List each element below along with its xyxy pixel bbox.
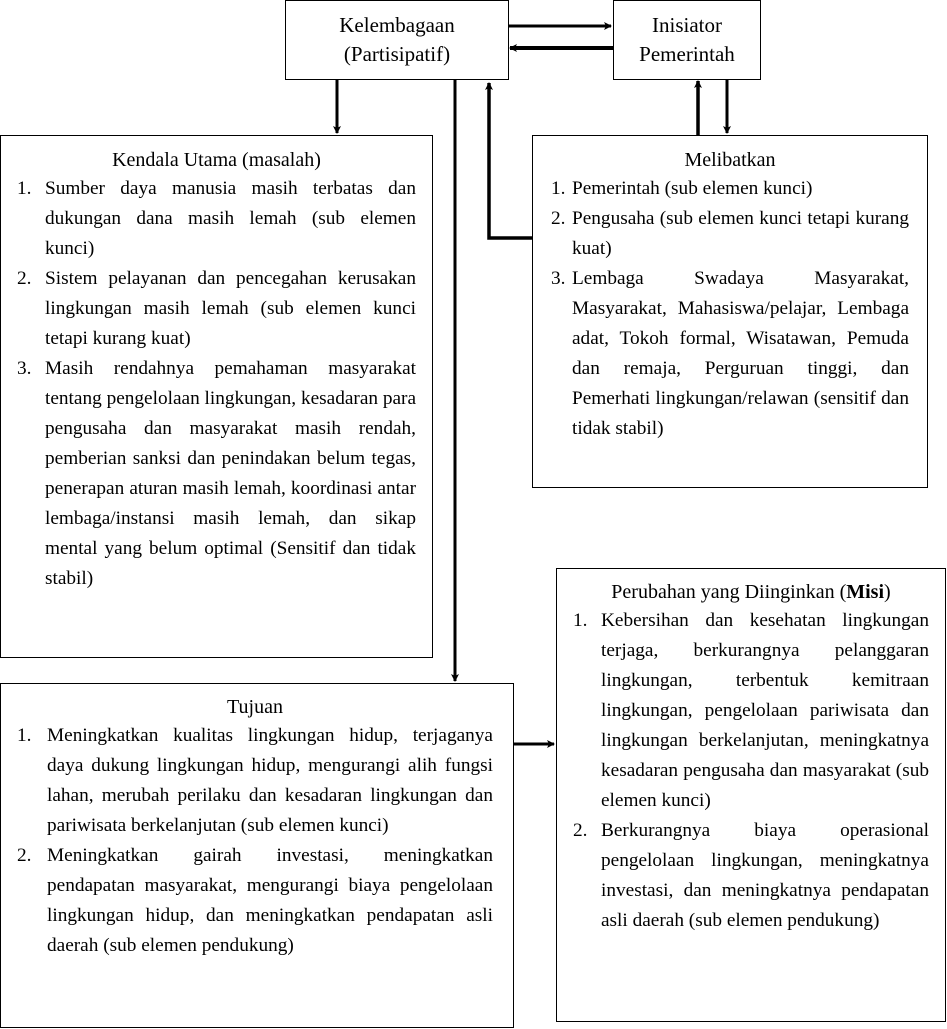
item-number: 1. bbox=[17, 178, 32, 199]
node-melibatkan bbox=[532, 135, 928, 488]
item-number: 2. bbox=[573, 820, 588, 841]
node-melibatkan-list bbox=[551, 174, 909, 444]
item-number: 2. bbox=[17, 845, 32, 866]
item-text: Pemerintah (sub elemen kunci) bbox=[572, 178, 813, 199]
title-suffix: ) bbox=[884, 581, 891, 603]
item-number: 3. bbox=[551, 268, 566, 289]
node-inisiator-line2: Pemerintah bbox=[639, 42, 735, 66]
item-number: 1. bbox=[17, 725, 32, 746]
list-item bbox=[17, 354, 416, 594]
list-item bbox=[17, 174, 416, 264]
node-kendala bbox=[0, 135, 433, 658]
list-item bbox=[551, 264, 909, 444]
node-kendala-list bbox=[17, 174, 416, 594]
item-number: 3. bbox=[17, 358, 32, 379]
item-number: 1. bbox=[573, 610, 588, 631]
node-kelembagaan bbox=[285, 0, 509, 80]
node-inisiator-line1: Inisiator bbox=[652, 13, 722, 37]
item-text: Meningkatkan kualitas lingkungan hidup, terjaganya daya dukung lingkungan hidup, mengurangi alih fungsi lahan, merubah perilaku dan kesadaran lingkungan dan pariwisata berkelanjutan (sub elemen kunci) bbox=[47, 725, 493, 836]
item-text: Sumber daya manusia masih terbatas dan dukungan dana masih lemah (sub elemen kunci) bbox=[45, 178, 416, 259]
node-tujuan-title: Tujuan bbox=[227, 696, 283, 718]
title-bold: Misi bbox=[846, 581, 885, 603]
item-number: 1. bbox=[551, 178, 566, 199]
item-text: Meningkatkan gairah investasi, meningkatkan pendapatan masyarakat, mengurangi biaya pengelolaan lingkungan hidup, dan meningkatkan pendapatan asli daerah (sub elemen pendukung) bbox=[47, 845, 493, 956]
node-perubahan-list bbox=[573, 606, 929, 936]
item-text: Pengusaha (sub elemen kunci tetapi kurang kuat) bbox=[572, 208, 909, 259]
node-inisiator bbox=[613, 0, 761, 80]
node-tujuan bbox=[0, 683, 514, 1028]
item-text: Masih rendahnya pemahaman masyarakat tentang pengelolaan lingkungan, kesadaran para pengusaha dan masyarakat masih rendah, pemberian sanksi dan penindakan belum tegas, penerapan aturan masih lemah, koordinasi antar lembaga/instansi masih lemah, dan sikap mental yang belum optimal (Sensitif dan tidak stabil) bbox=[45, 358, 417, 589]
item-text: Sistem pelayanan dan pencegahan kerusakan lingkungan masih lemah (sub elemen kunci tetapi kurang kuat) bbox=[45, 268, 416, 349]
node-perubahan bbox=[556, 568, 946, 1022]
node-perubahan-title bbox=[573, 578, 929, 606]
node-kendala-title: Kendala Utama (masalah) bbox=[112, 149, 321, 171]
node-melibatkan-title: Melibatkan bbox=[684, 149, 776, 171]
item-text: Kebersihan dan kesehatan lingkungan terjaga, berkurangnya pelanggaran lingkungan, terbentuk kemitraan lingkungan, pengelolaan pariwisata dan lingkungan berkelanjutan, meningkatnya kesadaran pengusaha dan masyarakat (sub elemen kunci) bbox=[601, 610, 929, 811]
list-item bbox=[551, 174, 909, 204]
list-item bbox=[17, 841, 493, 961]
item-text: Lembaga Swadaya Masyarakat, Masyarakat, Mahasiswa/pelajar, Lembaga adat, Tokoh formal, Wisatawan, Pemuda dan remaja, Perguruan tinggi, dan Pemerhati lingkungan/relawan (sensitif dan tidak stabil) bbox=[572, 268, 909, 439]
item-text: Berkurangnya biaya operasional pengelolaan lingkungan, meningkatnya investasi, dan meningkatnya pendapatan asli daerah (sub elemen pendukung) bbox=[601, 820, 929, 931]
node-kelembagaan-line1: Kelembagaan bbox=[339, 13, 455, 37]
title-prefix: Perubahan yang Diinginkan ( bbox=[611, 581, 847, 603]
list-item bbox=[573, 606, 929, 816]
item-number: 2. bbox=[17, 268, 32, 289]
item-number: 2. bbox=[551, 208, 566, 229]
list-item bbox=[551, 204, 909, 264]
arrow-melibatkan-to-kelembagaan bbox=[489, 83, 532, 238]
node-tujuan-list bbox=[17, 721, 493, 961]
list-item bbox=[573, 816, 929, 936]
list-item bbox=[17, 721, 493, 841]
list-item bbox=[17, 264, 416, 354]
node-kelembagaan-line2: (Partisipatif) bbox=[343, 42, 451, 66]
